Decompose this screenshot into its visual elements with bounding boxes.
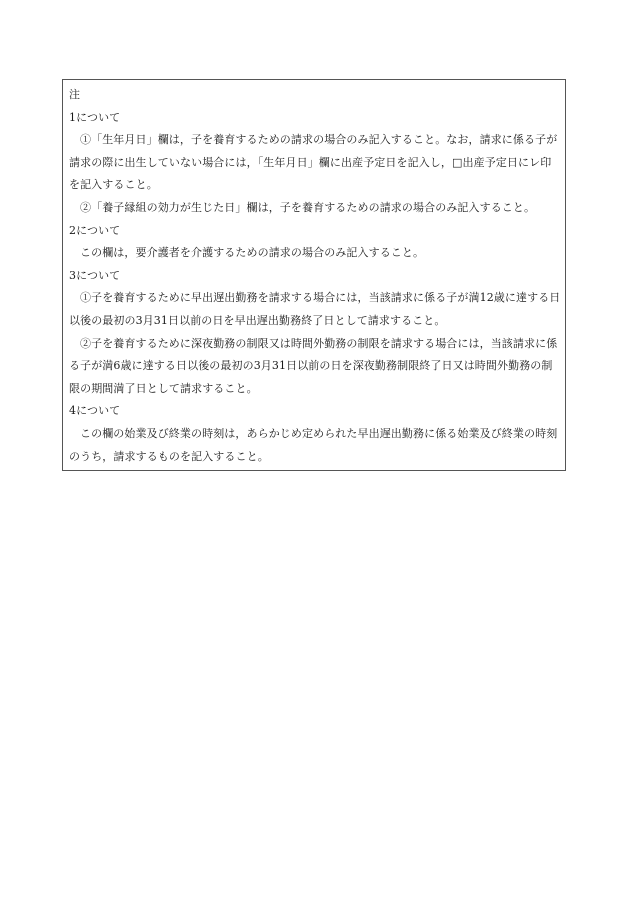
section-3-paragraph-1: ①子を養育するために早出遅出勤務を請求する場合には，当該請求に係る子が満12歳に達する日以後の最初の3月31日以前の日を早出遅出勤務終了日として請求すること。: [69, 291, 561, 327]
section-3-paragraph-2: ②子を養育するために深夜勤務の制限又は時間外勤務の制限を請求する場合には，当該請求に係る子が満6歳に達する日以後の最初の3月31日以前の日を深夜勤務制限終了日又は時間外勤務の制限の期間満了日として請求すること。: [69, 336, 558, 395]
section-3-title: 3について: [69, 268, 121, 282]
notes-heading: 注: [69, 88, 81, 101]
section-4-title: 4について: [69, 404, 121, 418]
section-2-paragraph-1: この欄は，要介護者を介護するための請求の場合のみ記入すること。: [80, 246, 425, 260]
section-2-title: 2について: [69, 223, 121, 237]
section-4-paragraph-1: この欄の始業及び終業の時刻は，あらかじめ定められた早出遅出勤務に係る始業及び終業の時刻のうち，請求するものを記入すること。: [69, 426, 558, 463]
section-1-title: 1について: [69, 110, 121, 124]
notes-box: [62, 79, 566, 471]
section-1-paragraph-1: ①「生年月日」欄は，子を養育するための請求の場合のみ記入すること。なお，請求に係る子が請求の際に出生していない場合には，「生年月日」欄に出産予定日を記入し，□出産予定日にレ印を記入すること。: [69, 133, 558, 192]
section-1-paragraph-2: ②「養子縁組の効力が生じた日」欄は，子を養育するための請求の場合のみ記入すること。: [80, 200, 536, 214]
